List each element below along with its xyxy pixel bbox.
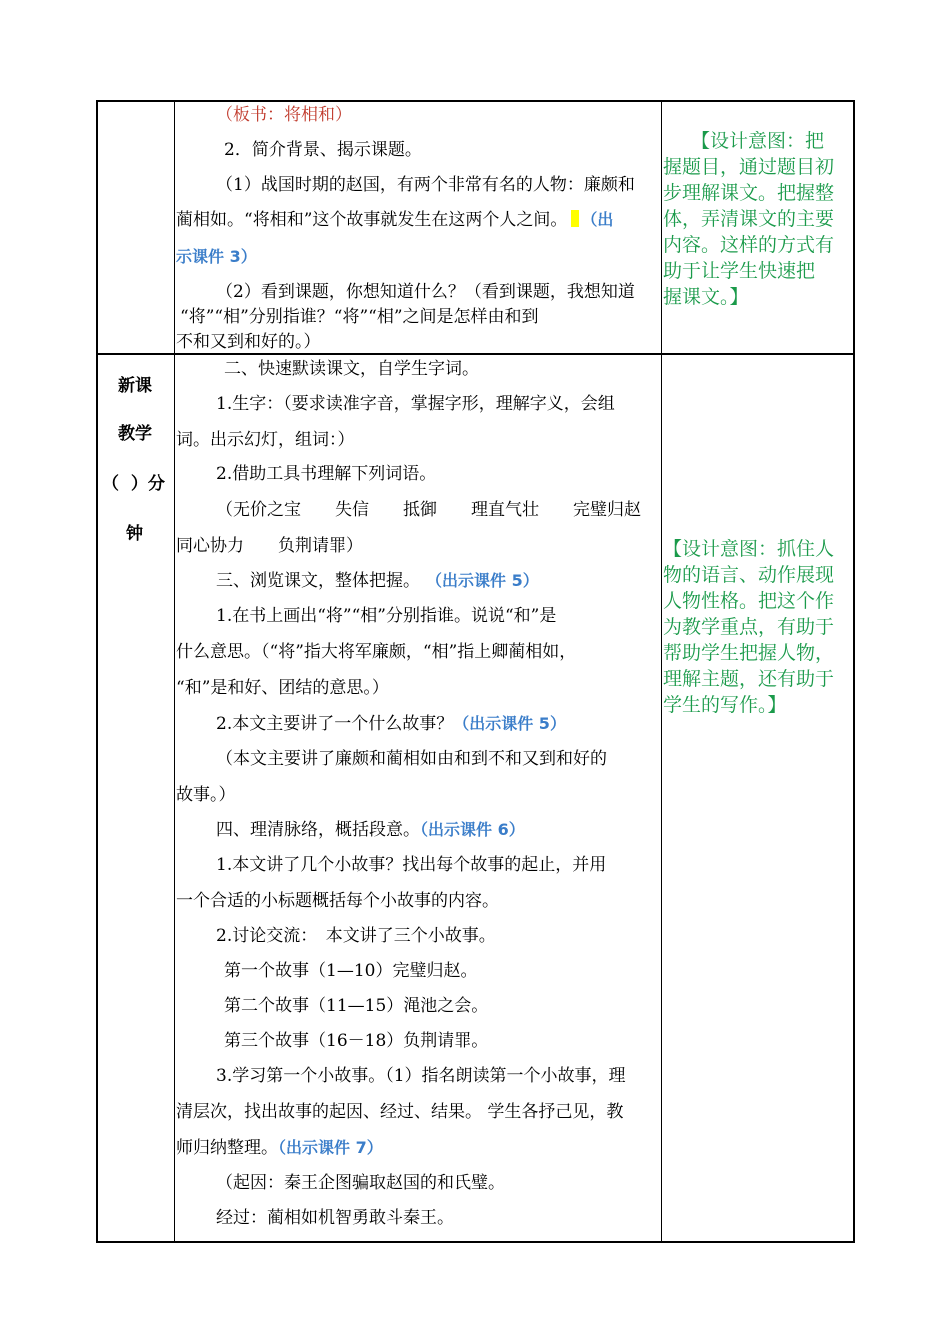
design-intent-note-2 (663, 536, 853, 718)
row2-line: （本文主要讲了廉颇和蔺相如由和到不和又到和好的 (216, 749, 607, 769)
row2-content (176, 355, 660, 1241)
row2-line (216, 713, 566, 735)
note-line: 【设计意图：把 (691, 130, 825, 152)
row2-line: 经过：蔺相如机智勇敢斗秦王。 (216, 1208, 454, 1228)
note-line: 理解主题，还有助于 (663, 668, 835, 690)
table-border-right (853, 100, 855, 1243)
courseware-link[interactable]: （出示课件 7） (278, 1138, 383, 1157)
note-line: 人物性格。把这个作 (663, 590, 835, 612)
note-line: 助于让学生快速把 (663, 260, 816, 282)
row1-line (176, 209, 613, 231)
section-label-line1: 新课 (118, 376, 152, 396)
note-line: 握课文。】 (663, 286, 749, 308)
row2-line (176, 1137, 383, 1159)
courseware-link[interactable]: （出示课件 6） (420, 820, 525, 839)
row2-line: 清层次，找出故事的起因、经过、结果。 学生各抒己见，教 (176, 1102, 624, 1122)
row1-line: “将”“相”分别指谁？“将”“相”之间是怎样由和到 (180, 307, 539, 327)
row2-line-text: 三、浏览课文，整体把握。 (216, 571, 420, 591)
lesson-plan-table (96, 100, 855, 1243)
row2-line: 第一个故事（1—10）完璧归赵。 (224, 961, 478, 981)
section-label (98, 355, 174, 1241)
note-line: 为教学重点，有助于 (663, 616, 835, 638)
row2-line-text: 师归纳整理。 (176, 1138, 278, 1158)
section-label-line3: （ ）分 (102, 474, 165, 494)
note-line: 体，弄清课文的主要 (663, 208, 835, 230)
section-label-line4: 钟 (126, 524, 143, 544)
courseware-link[interactable]: （出示课件 5） (453, 714, 566, 733)
table-border-bottom (96, 1241, 855, 1243)
row1-line: （2）看到课题，你想知道什么？（看到课题，我想知道 (216, 282, 635, 302)
row1-line: （1）战国时期的赵国，有两个非常有名的人物：廉颇和 (216, 175, 635, 195)
row1-line: 2．简介背景、揭示课题。 (224, 140, 422, 160)
note-line: 帮助学生把握人物， (663, 642, 835, 664)
row2-line: 3.学习第一个小故事。（1）指名朗读第一个小故事，理 (216, 1066, 626, 1086)
design-intent-note-1 (663, 128, 853, 310)
row2-line: （起因：秦王企图骗取赵国的和氏璧。 (216, 1173, 505, 1193)
section-label-line2: 教学 (118, 424, 152, 444)
note-line: 学生的写作。】 (663, 694, 787, 716)
row2-line: 2.借助工具书理解下列词语。 (216, 464, 437, 484)
row2-line: 一个合适的小标题概括每个小故事的内容。 (176, 891, 499, 911)
row2-line-text: 四、理清脉络，概括段意。 (216, 820, 420, 840)
row2-line: 什么意思。（“将”指大将军廉颇，“相”指上卿蔺相如， (176, 642, 577, 662)
note-line: 物的语言、动作展现 (663, 564, 835, 586)
row2-line (216, 819, 525, 841)
row2-line (216, 570, 539, 592)
row2-line: 1.本文讲了几个小故事？找出每个故事的起止，并用 (216, 855, 607, 875)
note-line: 步理解课文。把握整 (663, 182, 835, 204)
row2-line: 1.在书上画出“将”“相”分别指谁。说说“和”是 (216, 606, 557, 626)
table-divider-2 (661, 100, 662, 1243)
row2-line: （无价之宝 失信 抵御 理直气壮 完璧归赵 (216, 500, 641, 520)
row2-line: 同心协力 负荆请罪） (176, 536, 363, 556)
note-line: 【设计意图：抓住人 (663, 538, 835, 560)
courseware-link[interactable]: （出 (581, 210, 614, 229)
courseware-link[interactable]: 示课件 3） (176, 247, 257, 266)
highlight-mark (571, 210, 579, 227)
courseware-link[interactable]: （出示课件 5） (434, 571, 539, 590)
row2-line: 第二个故事（11—15）渑池之会。 (224, 996, 489, 1016)
row2-line: 词。出示幻灯，组词：） (176, 430, 355, 450)
row2-line: “和”是和好、团结的意思。） (176, 678, 389, 698)
board-text: （板书：将相和） (216, 105, 352, 125)
note-line: 握题目，通过题目初 (663, 156, 835, 178)
row2-line-text: 2.本文主要讲了一个什么故事？ (216, 714, 454, 734)
row2-line: 第三个故事（16－18）负荆请罪。 (224, 1031, 489, 1051)
row1-line: 不和又到和好的。） (176, 332, 321, 352)
row2-line: 1.生字：（要求读准字音，掌握字形，理解字义，会组 (216, 394, 615, 414)
row2-line: 二、快速默读课文，自学生字词。 (224, 359, 479, 379)
row2-line: 故事。） (176, 785, 236, 805)
note-line: 内容。这样的方式有 (663, 234, 835, 256)
row2-line: 2.讨论交流： 本文讲了三个小故事。 (216, 926, 496, 946)
row1-content (176, 102, 660, 353)
table-divider-1 (174, 100, 175, 1243)
row1-line-text: 蔺相如。“将相和”这个故事就发生在这两个人之间。 (176, 210, 568, 230)
